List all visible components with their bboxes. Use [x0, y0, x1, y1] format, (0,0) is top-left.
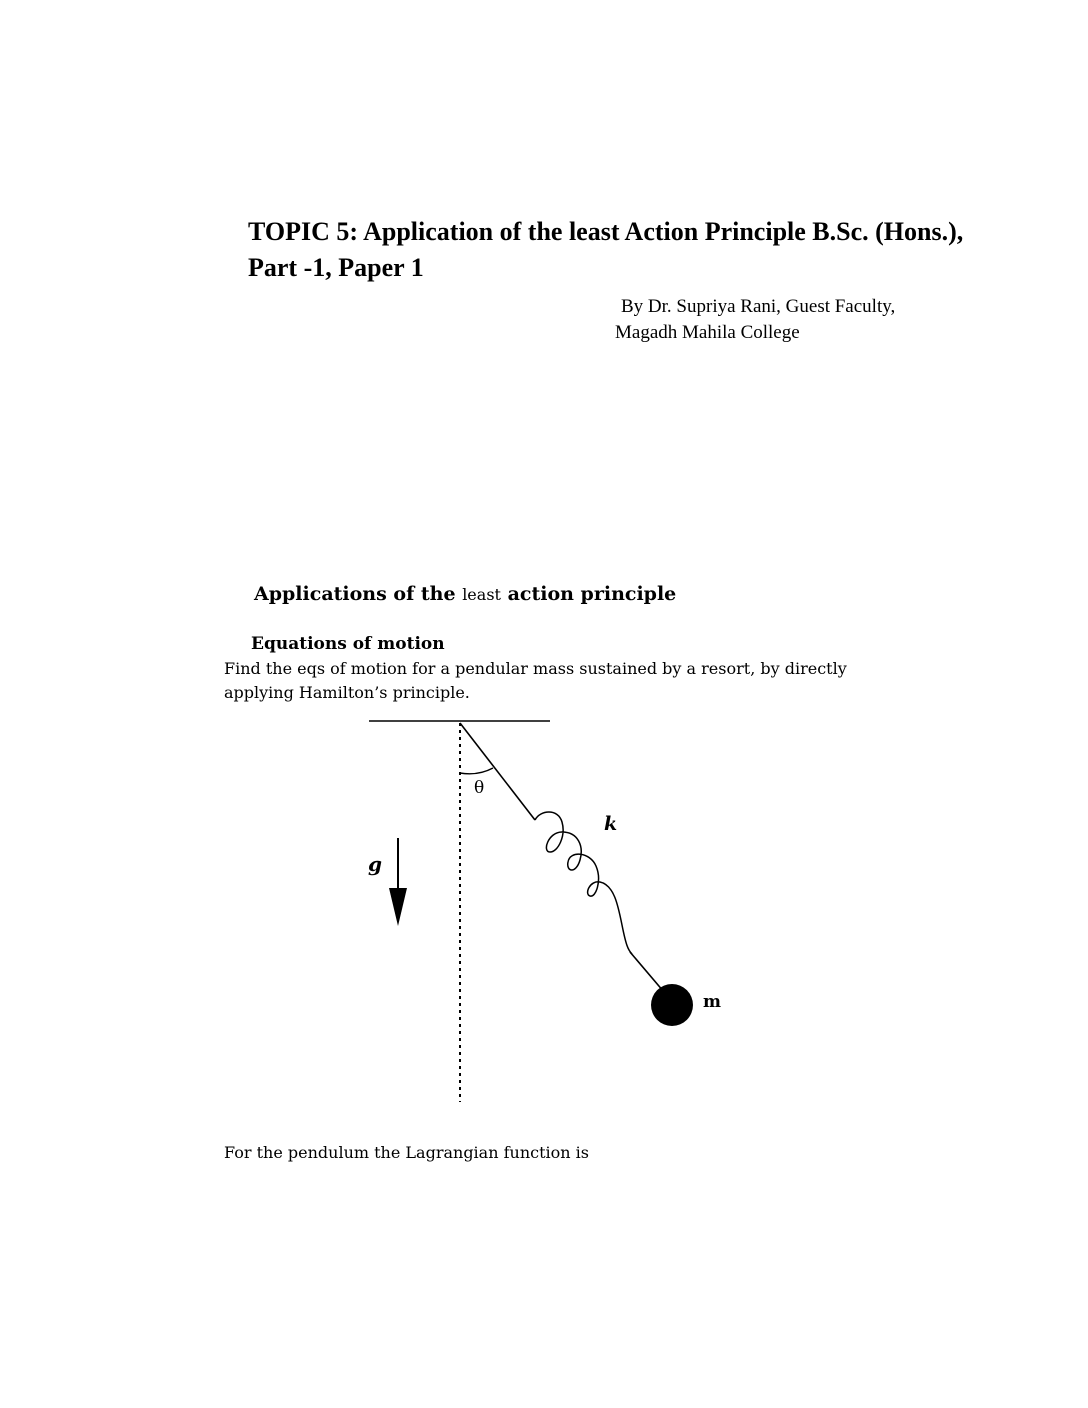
problem-statement: Find the eqs of motion for a pendular mass sustained by a resort, by directly applying Hamilton’s principle.: [224, 659, 847, 702]
spring-constant-label: k: [604, 813, 618, 835]
author-name-line: By Dr. Supriya Rani, Guest Faculty,: [621, 296, 896, 317]
section-heading-part3: action principle: [507, 583, 677, 605]
pendulum-rod-lower: [630, 952, 664, 992]
gravity-label: g: [368, 852, 382, 876]
mass-label: m: [703, 992, 721, 1012]
pendulum-mass: [651, 984, 693, 1026]
lagrangian-intro: For the pendulum the Lagrangian function is: [224, 1143, 589, 1162]
angle-arc: [460, 768, 493, 774]
subsection-heading: Equations of motion: [251, 634, 445, 654]
angle-label: θ: [474, 778, 485, 798]
page-title: TOPIC 5: Application of the least Action Principle B.Sc. (Hons.), Part -1, Paper 1: [248, 217, 964, 282]
spring: [535, 812, 632, 954]
gravity-arrow-head: [389, 888, 407, 926]
section-heading-part2: least: [462, 585, 501, 604]
author-college-line: Magadh Mahila College: [615, 322, 800, 343]
section-heading-part1: Applications of the: [254, 583, 456, 605]
pendulum-rod-upper: [460, 723, 535, 820]
